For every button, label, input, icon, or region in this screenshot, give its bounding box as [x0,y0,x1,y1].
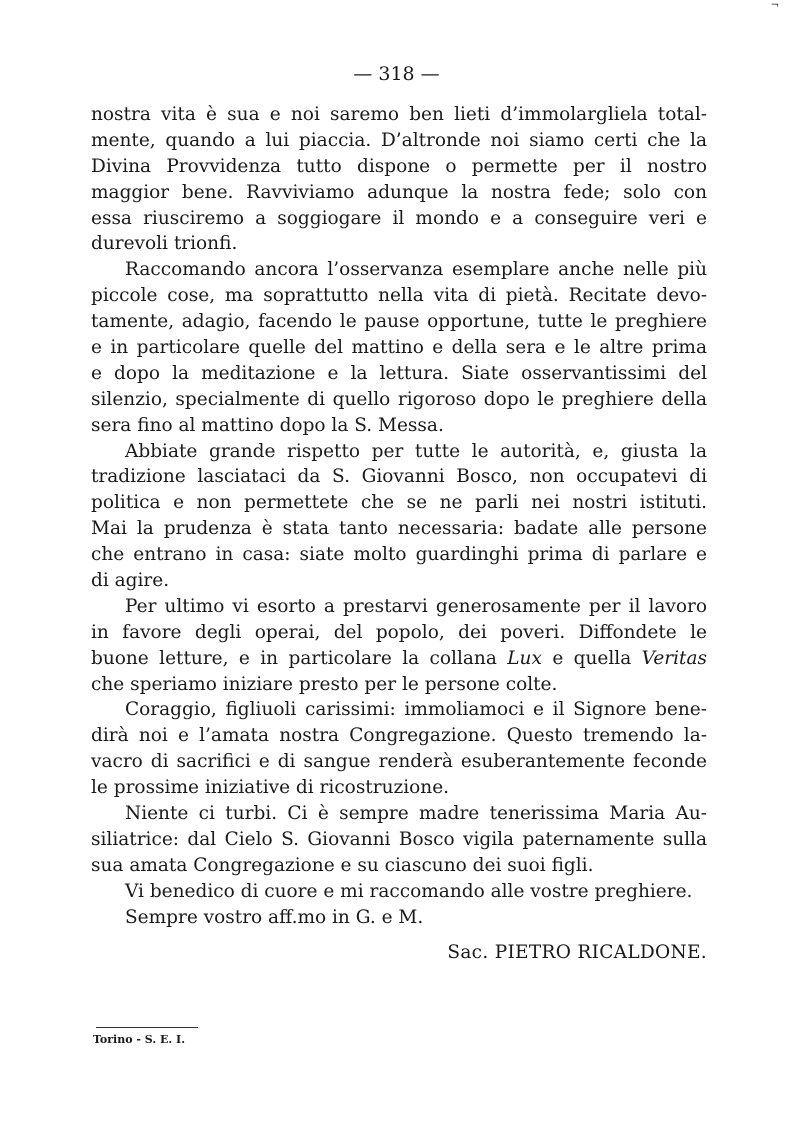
text-line: Divina Provvidenza tutto dispone o permette per il nostro [91,155,707,177]
text-line: che speriamo iniziare presto per le persone colte. [91,673,558,695]
text-line: che entrano in casa: siate molto guardinghi prima di parlare e [91,544,707,566]
text-line: piccole cose, ma soprattutto nella vita di pietà. Recitate devo- [91,285,707,307]
text-line: buone letture, e in particolare la collana Lux e quella Veritas [91,647,707,669]
text-line: Sempre vostro aff.mo in G. e M. [125,906,424,928]
corner-mark: ¬ [770,0,779,11]
text-line: Niente ci turbi. Ci è sempre madre tenerissima Maria Au- [125,803,707,825]
text-line: le prossime iniziative di ricostruzione. [91,777,450,799]
body-text [91,102,707,931]
text-line: tamente, adagio, facendo le pause opportune, tutte le preghiere [91,311,707,333]
text-line: sua amata Congregazione e su ciascuno dei suoi figli. [91,854,594,876]
text-line: nostra vita è sua e noi saremo ben lieti d’immolargliela total- [91,104,707,125]
text-line: dirà noi e l’amata nostra Congregazione. Questo tremendo la- [91,725,707,747]
text-line: vacro di sacrifici e di sangue renderà esuberantemente feconde [91,751,707,773]
text-line: tradizione lasciataci da S. Giovanni Bosco, non occupatevi di [91,466,707,488]
text-line: maggior bene. Ravviviamo adunque la nostra fede; solo con [91,181,707,203]
text-line: sera fino al mattino dopo la S. Messa. [91,414,444,436]
text-line: Coraggio, figliuoli carissimi: immoliamoci e il Signore bene- [125,699,707,721]
text-line: in favore degli operai, del popolo, dei poveri. Diffondete le [91,621,707,643]
text-line: Vi benedico di cuore e mi raccomando alle vostre preghiere. [125,880,693,902]
page-number: — 318 — [353,63,440,85]
text-line: durevoli trionfi. [91,233,238,255]
text-line: e dopo la meditazione e la lettura. Siate osservantissimi del [91,362,707,384]
printer-imprint: Torino - S. E. I. [93,1033,186,1046]
text-line: Mai la prudenza è stata tanto necessaria: badate alle persone [91,518,707,540]
text-line: di agire. [91,570,170,592]
text-line: mente, quando a lui piaccia. D’altronde noi siamo certi che la [91,129,707,151]
text-line: Raccomando ancora l’osservanza esemplare anche nelle più [125,259,707,281]
text-line: politica e non permettete che se ne parli nei nostri istituti. [91,492,707,514]
text-line: essa riusciremo a soggiogare il mondo e a conseguire veri e [91,207,707,229]
text-line: e in particolare quelle del mattino e della sera e le altre prima [91,337,707,359]
text-line: silenzio, specialmente di quello rigoroso dopo le preghiere della [91,388,707,410]
text-line: Abbiate grande rispetto per tutte le autorità, e, giusta la [125,440,707,462]
footer-rule [96,1027,198,1028]
text-line: Per ultimo vi esorto a prestarvi generosamente per il lavoro [125,595,707,617]
text-line: siliatrice: dal Cielo S. Giovanni Bosco vigila paternamente sulla [91,828,707,850]
signature: Sac. PIETRO RICALDONE. [447,942,707,963]
